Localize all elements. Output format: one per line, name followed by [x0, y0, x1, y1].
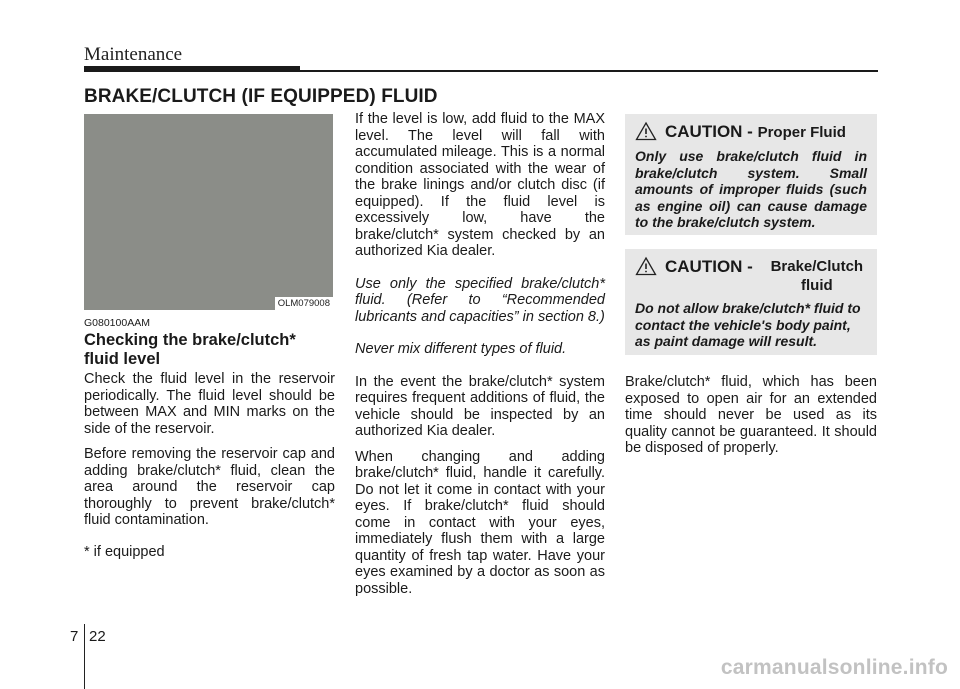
- caution-label: CAUTION -: [665, 257, 753, 276]
- col3-text: [625, 374, 877, 457]
- figure-label: OLM079008: [275, 297, 333, 310]
- caution-label: CAUTION -: [665, 122, 753, 141]
- caution-subject: Brake/Clutch fluid: [770, 258, 864, 294]
- col1-text: [84, 371, 335, 560]
- footer-divider: [84, 624, 85, 689]
- col2-paragraph-5: When changing and adding brake/clutch* fluid, handle it carefully. Do not let it come in contact with your eyes. If brake/clutch* fluid should come in contact with your eyes, immediately flush them with a large quantity of fresh tap water. Have your eyes examined by a doctor as soon as possible.: [355, 448, 605, 597]
- subheading: Checking the brake/clutch* fluid level: [84, 331, 296, 368]
- col2-paragraph-4: In the event the brake/clutch* system requires frequent additions of fluid, the vehicle should be inspected by an authorized Kia dealer.: [355, 373, 605, 439]
- page-number: 22: [89, 628, 106, 645]
- caution-text: Do not allow brake/clutch* fluid to contact the vehicle's body paint, as paint damage will result.: [635, 300, 861, 349]
- caution-box-brake-clutch-fluid: [625, 249, 877, 355]
- caution-text: Only use brake/clutch fluid in brake/clutch system. Small amounts of improper fluids (such as engine oil) can cause damage to the brake/clutch system.: [635, 148, 867, 230]
- col3-paragraph-1: Brake/clutch* fluid, which has been exposed to open air for an extended time should never be used as its quality cannot be guaranteed. It should be disposed of properly.: [625, 374, 877, 456]
- col2-paragraph-2: Use only the specified brake/clutch* fluid. (Refer to “Recommended lubricants and capacities” in section 8.): [355, 275, 605, 325]
- col1-paragraph-2: Before removing the reservoir cap and adding brake/clutch* fluid, clean the area around the reservoir cap thoroughly to prevent brake/clutch* fluid contamination.: [84, 446, 335, 528]
- caution-subject: Proper Fluid: [757, 124, 846, 141]
- watermark: carmanualsonline.info: [720, 656, 948, 679]
- col2-paragraph-1: If the level is low, add fluid to the MAX level. The level will fall with accumulated mileage. This is a normal condition associated with the wear of the brake linings and/or clutch disc (if equipped). If the fluid level is excessively low, have the brake/clutch* system checked by an authorized Kia dealer.: [355, 111, 605, 259]
- header-rule-thick: [84, 66, 300, 72]
- caution-heading: [635, 257, 867, 295]
- reservoir-photo: [84, 114, 333, 310]
- chapter-number: 7: [70, 628, 79, 645]
- header-title: Maintenance: [84, 44, 183, 65]
- col2-text: [355, 111, 605, 597]
- warning-triangle-icon: [635, 256, 657, 276]
- caution-heading: [635, 122, 867, 142]
- caution-box-proper-fluid: [625, 114, 877, 235]
- section-title: BRAKE/CLUTCH (IF EQUIPPED) FLUID: [84, 86, 438, 107]
- col1-paragraph-1: Check the fluid level in the reservoir periodically. The fluid level should be between MAX and MIN marks on the side of the reservoir.: [84, 371, 335, 437]
- footnote: * if equipped: [84, 543, 165, 560]
- warning-triangle-icon: [635, 121, 657, 141]
- header-rule-thin: [300, 70, 878, 72]
- col2-paragraph-3: Never mix different types of fluid.: [355, 341, 567, 357]
- section-code: G080100AAM: [84, 317, 150, 329]
